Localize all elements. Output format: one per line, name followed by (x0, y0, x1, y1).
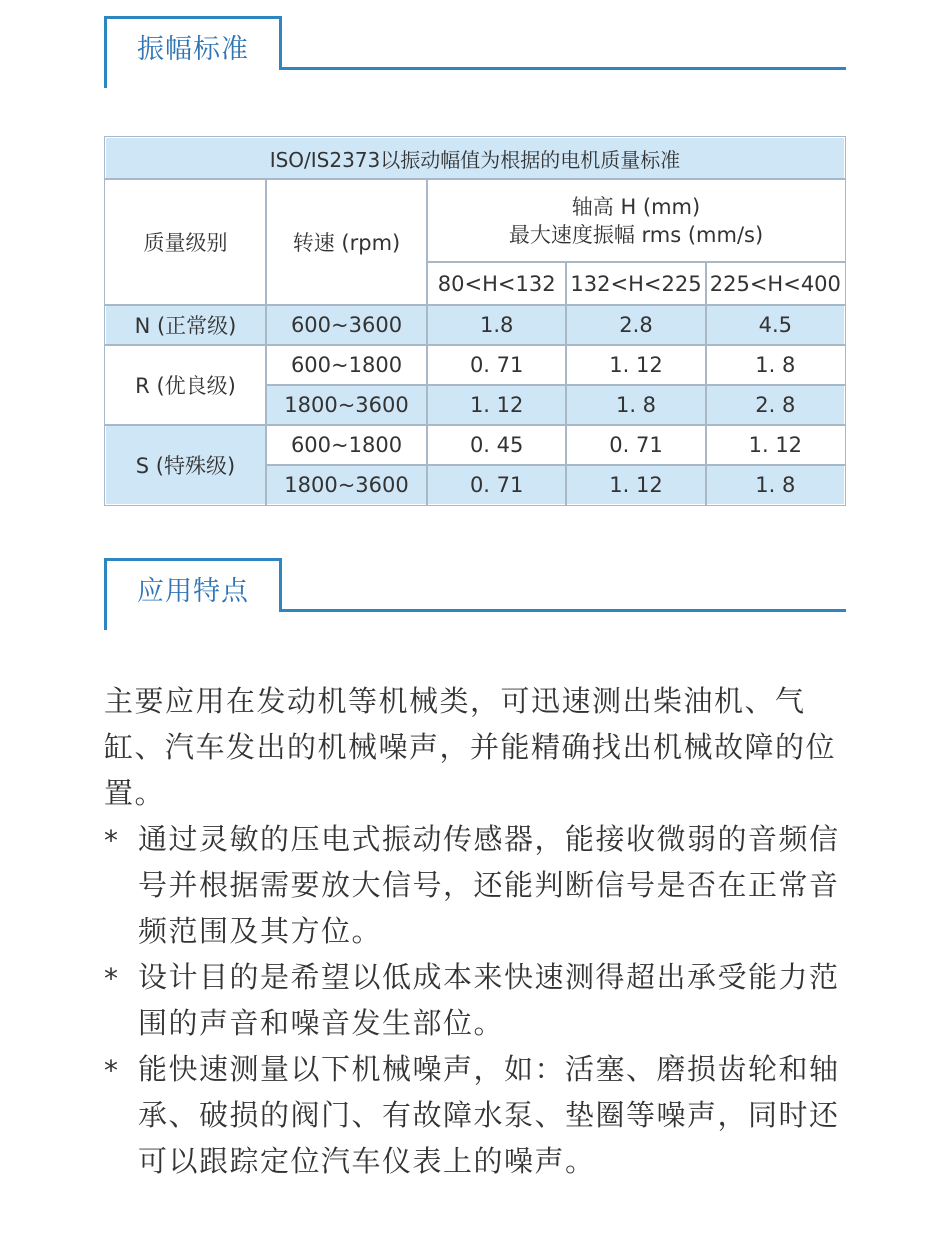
bullet-text: 能快速测量以下机械噪声，如：活塞、磨损齿轮和轴承、破损的阀门、有故障水泵、垫圈等噪声，同时还可以跟踪定位汽车仪表上的噪声。 (138, 1052, 840, 1178)
value-cell: 1. 12 (427, 385, 566, 425)
value-cell: 0. 45 (427, 425, 566, 465)
section-header-amplitude (104, 16, 846, 74)
speed-cell: 1800~3600 (266, 465, 427, 505)
header-axis-line1: 轴高 H (mm) (571, 194, 701, 219)
section-stem (104, 612, 107, 630)
header-axis (427, 179, 845, 262)
table-caption: ISO/IS2373以振动幅值为根据的电机质量标准 (105, 137, 845, 179)
value-cell: 1. 12 (566, 345, 705, 385)
application-content (104, 678, 844, 1184)
header-range: 132<H<225 (566, 262, 705, 305)
table-caption-row (105, 137, 845, 179)
value-cell: 0. 71 (427, 345, 566, 385)
section-rule (282, 67, 846, 70)
speed-cell: 1800~3600 (266, 385, 427, 425)
bullet-symbol: * (104, 962, 120, 995)
value-cell: 1. 8 (706, 465, 845, 505)
vibration-standard-table (104, 136, 846, 506)
value-cell: 1. 8 (566, 385, 705, 425)
bullet-symbol: * (104, 824, 120, 857)
value-cell: 2.8 (566, 305, 705, 345)
section-rule (282, 609, 846, 612)
bullet-item (104, 816, 844, 954)
table-row (105, 425, 845, 465)
table-row (105, 305, 845, 345)
bullet-symbol: * (104, 1054, 120, 1087)
bullet-item (104, 954, 844, 1046)
value-cell: 0. 71 (427, 465, 566, 505)
section-header-application (104, 558, 846, 616)
header-grade: 质量级别 (105, 179, 266, 305)
section-title: 振幅标准 (137, 34, 249, 65)
value-cell: 1. 12 (706, 425, 845, 465)
value-cell: 1. 12 (566, 465, 705, 505)
header-range: 225<H<400 (706, 262, 845, 305)
section-stem (104, 70, 107, 88)
section-tab (104, 558, 282, 612)
value-cell: 4.5 (706, 305, 845, 345)
grade-cell: S (特殊级) (105, 425, 266, 505)
speed-cell: 600~3600 (266, 305, 427, 345)
speed-cell: 600~1800 (266, 345, 427, 385)
grade-cell: N (正常级) (105, 305, 266, 345)
header-axis-line2: 最大速度振幅 rms (mm/s) (508, 222, 764, 247)
speed-cell: 600~1800 (266, 425, 427, 465)
header-speed: 转速 (rpm) (266, 179, 427, 305)
grade-cell: R (优良级) (105, 345, 266, 425)
bullet-text: 设计目的是希望以低成本来快速测得超出承受能力范围的声音和噪音发生部位。 (138, 960, 840, 1040)
header-range: 80<H<132 (427, 262, 566, 305)
value-cell: 1.8 (427, 305, 566, 345)
section-tab (104, 16, 282, 70)
value-cell: 0. 71 (566, 425, 705, 465)
value-cell: 1. 8 (706, 345, 845, 385)
section-title: 应用特点 (137, 576, 249, 607)
table-header-row (105, 179, 845, 262)
intro-paragraph: 主要应用在发动机等机械类，可迅速测出柴油机、气缸、汽车发出的机械噪声，并能精确找出机械故障的位置。 (104, 684, 837, 810)
bullet-item (104, 1046, 844, 1184)
value-cell: 2. 8 (706, 385, 845, 425)
table-row (105, 345, 845, 385)
bullet-text: 通过灵敏的压电式振动传感器，能接收微弱的音频信号并根据需要放大信号，还能判断信号是否在正常音频范围及其方位。 (138, 822, 840, 948)
